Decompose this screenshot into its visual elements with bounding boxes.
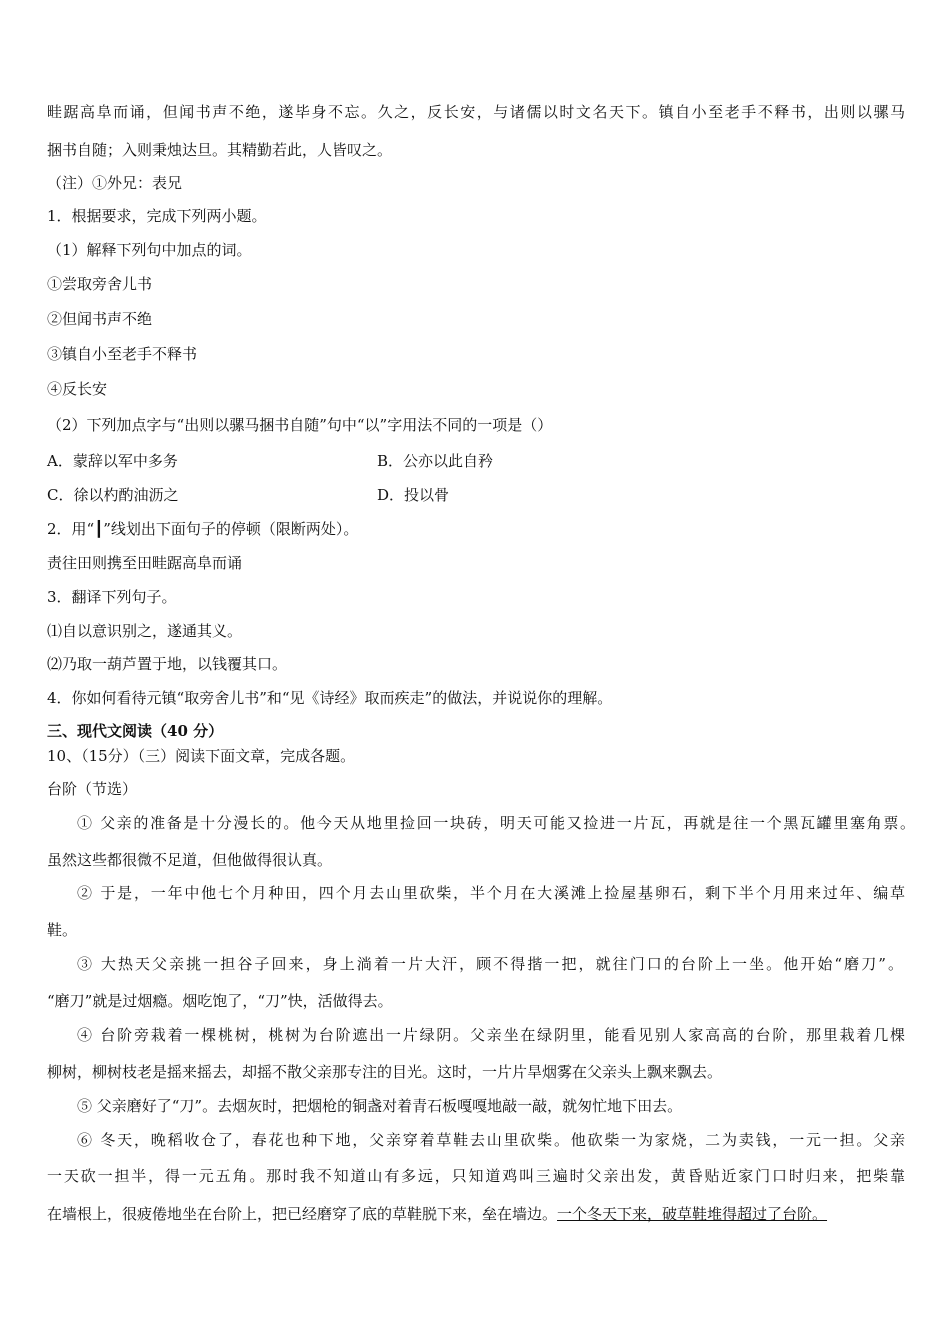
- paragraph-1-line-1: ① 父亲的准备是十分漫长的。他今天从地里捡回一块砖，明天可能又捡进一片瓦，再就是往一个黑瓦罐里塞角票。: [77, 814, 915, 832]
- paragraph-6-text: 在墙根上，很疲倦地坐在台阶上，把已经磨穿了底的草鞋脱下来，垒在墙边。: [47, 1205, 558, 1223]
- question-3-1: ⑴自以意识别之，遂通其义。: [47, 622, 243, 640]
- question-1-1-item: ③镇自小至老手不释书: [47, 345, 198, 363]
- paragraph-2-line-2: 鞋。: [47, 921, 78, 939]
- question-1-1: （1）解释下列句中加点的词。: [47, 241, 252, 259]
- question-1-1-item: ①尝取旁舍儿书: [47, 275, 153, 293]
- question-1: 1．根据要求，完成下列两小题。: [47, 207, 267, 225]
- question-3-2: ⑵乃取一葫芦置于地，以钱覆其口。: [47, 655, 288, 673]
- paragraph-4-line-1: ④ 台阶旁栽着一棵桃树，桃树为台阶遮出一片绿阴。父亲坐在绿阴里，能看见别人家高高的台阶，那里栽着几棵: [77, 1026, 905, 1044]
- paragraph-4-line-2: 柳树，柳树枝老是摇来摇去，却摇不散父亲那专注的目光。这时，一片片旱烟雾在父亲头上飘来飘去。: [47, 1063, 723, 1081]
- paragraph-3-line-1: ③ 大热天父亲挑一担谷子回来，身上淌着一片大汗，顾不得揩一把，就往门口的台阶上一坐。他开始“磨刀”。: [77, 955, 903, 973]
- paragraph-6-line-3: [47, 1204, 827, 1224]
- option-c: C．徐以杓酌油沥之: [47, 486, 179, 504]
- underlined-sentence: 一个冬天下来，破草鞋堆得超过了台阶。: [557, 1205, 828, 1223]
- paragraph-3-line-2: “磨刀”就是过烟瘾。烟吃饱了，“刀”快，活做得去。: [47, 992, 393, 1010]
- question-1-1-item: ④反长安: [47, 380, 108, 398]
- question-2-sentence: 责往田则携至田畦踞高阜而诵: [47, 554, 243, 572]
- section-heading: 三、现代文阅读（40 分）: [47, 722, 224, 740]
- question-3: 3．翻译下列句子。: [47, 588, 177, 606]
- question-2: 2．用“┃”线划出下面句子的停顿（限断两处）。: [47, 520, 359, 538]
- option-a: A．蒙辞以军中多务: [47, 452, 178, 470]
- question-10: 10、（15分）（三）阅读下面文章，完成各题。: [47, 747, 356, 765]
- paragraph-2-line-1: ② 于是，一年中他七个月种田，四个月去山里砍柴，半个月在大溪滩上捡屋基卵石，剩下半个月用来过年、编草: [77, 884, 905, 902]
- intro-line-1: 畦踞高阜而诵，但闻书声不绝，遂毕身不忘。久之，反长安，与诸儒以时文名天下。镇自小至老手不释书，出则以骡马: [47, 103, 905, 121]
- paragraph-6-line-2: 一天砍一担半，得一元五角。那时我不知道山有多远，只知道鸡叫三遍时父亲出发，黄昏贴近家门口时归来，把柴靠: [47, 1167, 905, 1185]
- option-d: D．投以骨: [377, 486, 450, 504]
- paragraph-6-line-1: ⑥ 冬天，晚稻收仓了，春花也种下地，父亲穿着草鞋去山里砍柴。他砍柴一为家烧，二为卖钱，一元一担。父亲: [77, 1131, 905, 1149]
- paragraph-5-line-1: ⑤ 父亲磨好了“刀”。去烟灰时，把烟枪的铜盏对着青石板嘎嘎地敲一敲，就匆忙地下田去。: [77, 1097, 683, 1115]
- paragraph-1-line-2: 虽然这些都很微不足道，但他做得很认真。: [47, 851, 333, 869]
- question-1-2: （2）下列加点字与“出则以骡马捆书自随”句中“以”字用法不同的一项是（）: [47, 416, 553, 434]
- intro-line-2: 捆书自随；入则秉烛达旦。其精勤若此，人皆叹之。: [47, 141, 393, 159]
- passage-title: 台阶（节选）: [47, 780, 138, 798]
- question-1-1-item: ②但闻书声不绝: [47, 310, 153, 328]
- question-4: 4．你如何看待元镇“取旁舍儿书”和“见《诗经》取而疾走”的做法，并说说你的理解。: [47, 689, 613, 707]
- option-b: B．公亦以此自矜: [377, 452, 494, 470]
- footnote: （注）①外兄：表兄: [47, 174, 183, 192]
